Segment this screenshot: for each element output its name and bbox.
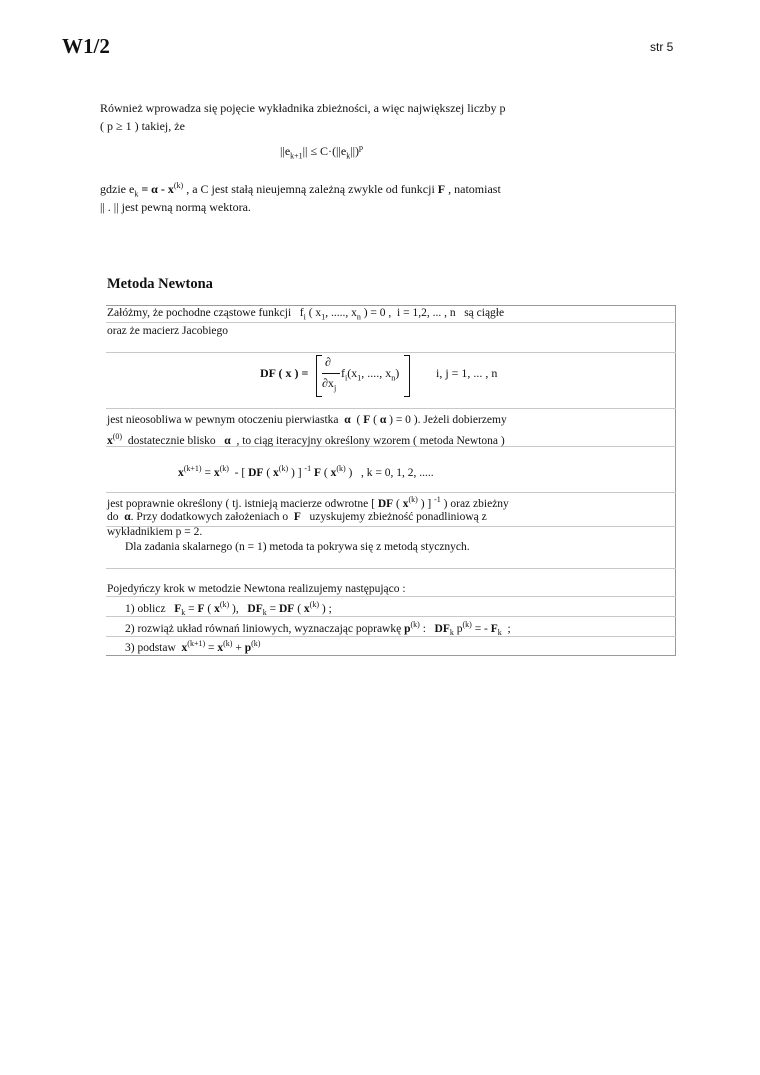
- row3-F: F: [363, 414, 371, 426]
- step1-DF2: DF: [278, 602, 295, 615]
- step1-sup2: (k): [309, 600, 319, 609]
- row4-a: dostatecznie blisko: [127, 434, 216, 447]
- partial-numerator: ∂: [325, 355, 331, 369]
- row5-c: ) oraz zbieżny: [443, 497, 509, 510]
- ineq-e-2: e: [340, 144, 347, 158]
- step1-x: x: [214, 602, 220, 615]
- intro-line-2-open: (: [100, 119, 104, 133]
- step1-x2: x: [303, 602, 310, 615]
- step1-p2: ),: [232, 602, 239, 615]
- row4-alpha: α: [224, 434, 231, 447]
- ineq-le: ≤ C·: [310, 144, 333, 158]
- intro-line-2: [100, 119, 185, 134]
- assumption-line-2: oraz że macierz Jacobiego: [107, 325, 228, 337]
- row1-f: f: [299, 307, 304, 319]
- ineq-e: e: [284, 144, 291, 158]
- fraction-bar: [322, 373, 340, 374]
- box-rule: [106, 408, 676, 409]
- step3-x2: x: [217, 641, 224, 654]
- box-rule: [106, 568, 676, 569]
- step-2: [125, 620, 511, 637]
- ineq-sub-k1: k+1: [290, 151, 303, 161]
- row5-sup: (k): [408, 495, 418, 504]
- step2-F: F: [490, 622, 498, 635]
- iter-p2: ) ]: [290, 466, 302, 479]
- row6-F: F: [293, 511, 301, 523]
- entry-args-a: (x: [347, 366, 358, 380]
- row6-alpha: α: [124, 511, 131, 523]
- assumption-line-1: [107, 307, 504, 321]
- step2-end: ;: [507, 622, 511, 635]
- row5-DF: DF: [377, 497, 394, 510]
- row1-i: i: [303, 312, 306, 322]
- step1-k: k: [181, 608, 186, 618]
- step-1: [125, 600, 332, 617]
- iter-F: F: [313, 466, 321, 479]
- intro-line-2-rest: ) takiej, że: [134, 119, 185, 133]
- step1-a: 1) oblicz: [125, 602, 166, 615]
- denom-dx: ∂x: [322, 376, 334, 390]
- step2-p: p: [404, 622, 411, 635]
- jacobian-bracket-right: [404, 355, 410, 397]
- row1-args-a: ( x: [308, 307, 322, 319]
- convergence-line: [107, 511, 487, 523]
- box-top-border: [106, 305, 676, 306]
- denom-j: j: [333, 383, 337, 393]
- box-rule: [106, 492, 676, 493]
- row6-a: . Przy dodatkowych założeniach o: [130, 511, 289, 523]
- step1-sup: (k): [219, 600, 230, 609]
- box-rule: [106, 596, 676, 597]
- convergence-inequality: [280, 143, 363, 160]
- well-defined-line: [107, 495, 509, 510]
- iter-sup1: (k+1): [183, 464, 202, 473]
- where-end: , natomiast: [448, 182, 501, 196]
- where-e: e: [129, 182, 135, 196]
- step3-eq: =: [208, 641, 215, 654]
- row1-text: Załóżmy, że pochodne cząstowe funkcji: [107, 307, 292, 319]
- page-number: str 5: [650, 40, 674, 54]
- nonsingular-line: [107, 414, 507, 426]
- row3-eq: ) = 0 ). Jeżeli dobierzemy: [389, 414, 507, 426]
- iter-p4: ): [348, 466, 353, 479]
- iter-p3: (: [323, 466, 328, 479]
- iter-range: , k = 0, 1, 2, .....: [361, 466, 434, 479]
- step1-p: (: [207, 602, 212, 615]
- iter-x: x: [178, 466, 184, 479]
- intro-condition: p ≥ 1: [107, 119, 132, 133]
- row5-p: (: [396, 497, 400, 510]
- intro-line-1: Również wprowadza się pojęcie wykładnika zbieżności, a więc największej liczby p: [100, 101, 506, 115]
- jacobian-lhs: DF ( x ) =: [260, 366, 309, 380]
- step2-a: 2) rozwiąż układ równań liniowych, wyznaczając poprawkę: [125, 622, 402, 635]
- row5-a: jest poprawnie określony ( tj. istnieją macierze odwrotne [: [107, 497, 375, 510]
- scalar-case-line: Dla zadania skalarnego (n = 1) metoda ta pokrywa się z metodą stycznych.: [125, 541, 470, 553]
- ineq-sub-k: k: [346, 151, 351, 161]
- iter-p1: (: [266, 466, 271, 479]
- ineq-bars-right: ||: [302, 144, 308, 158]
- row1-range: i = 1,2, ... , n: [397, 307, 456, 319]
- step3-x: x: [181, 641, 188, 654]
- step3-sup: (k+1): [187, 639, 206, 648]
- iter-DF: DF: [248, 466, 264, 479]
- step1-F2: F: [197, 602, 205, 615]
- ineq-exp-p: p: [359, 143, 364, 152]
- row4-sup: (0): [112, 432, 123, 441]
- row4-x: x: [107, 434, 113, 447]
- step-3: [125, 639, 260, 654]
- entry-args-b: , ...., x: [361, 366, 392, 380]
- step2-colon: :: [422, 622, 426, 635]
- step2-DF: DF: [434, 622, 450, 635]
- step3-p: p: [244, 641, 252, 654]
- iter-x4: x: [330, 466, 337, 479]
- iter-x3: x: [273, 466, 279, 479]
- where-x: x: [167, 182, 174, 196]
- partial-denominator: [322, 376, 336, 392]
- step1-F: F: [174, 602, 182, 615]
- row5-x: x: [402, 497, 409, 510]
- step2-p2: p: [456, 622, 463, 635]
- ineq-bars-left: ||: [280, 144, 285, 158]
- row3-alpha2: α: [379, 414, 387, 426]
- step2-sup2: (k): [462, 620, 472, 629]
- steps-intro: Pojedyńczy krok w metodzie Newtona realizujemy następująco :: [107, 583, 406, 595]
- ineq-paren-left: (||: [332, 144, 341, 158]
- box-bottom-border: [106, 655, 676, 656]
- row3-paren: (: [356, 414, 361, 426]
- where-rest: , a C jest stałą nieujemną zależną zwykle od funkcji: [186, 182, 435, 196]
- section-title: Metoda Newtona: [107, 276, 213, 292]
- where-alpha: α: [151, 182, 158, 196]
- where-prefix: gdzie: [100, 182, 126, 196]
- iter-sup3: (k): [278, 464, 289, 473]
- step2-eq: = -: [474, 622, 488, 635]
- row1-args-b: , ....., x: [325, 307, 357, 319]
- step1-k2: k: [262, 608, 267, 618]
- row5-inv: -1: [434, 495, 441, 504]
- step2-k: k: [449, 628, 454, 638]
- row3-paren2: (: [373, 414, 377, 426]
- entry-sub-1: 1: [357, 373, 362, 383]
- intro-norm-line: || . || jest pewną normą wektora.: [100, 200, 251, 214]
- row1-args-c: ) = 0 ,: [363, 307, 392, 319]
- jacobian-range: i, j = 1, ... , n: [436, 366, 498, 380]
- jacobian-entry: [341, 366, 399, 382]
- row4-b: , to ciąg iteracyjny określony wzorem ( metoda Newtona ): [236, 434, 505, 447]
- where-k: k: [134, 189, 139, 199]
- step1-DF: DF: [247, 602, 263, 615]
- entry-i: i: [345, 373, 348, 383]
- row6-do: do: [107, 511, 119, 523]
- entry-f: f: [341, 366, 345, 380]
- row3-a: jest nieosobliwa w pewnym otoczeniu pierwiastka: [107, 414, 339, 426]
- iter-inv: -1: [304, 464, 312, 473]
- exponent-line: wykładnikiem p = 2.: [107, 526, 203, 538]
- row1-end: są ciągłe: [464, 307, 505, 319]
- entry-sub-n: n: [391, 373, 396, 383]
- step1-p3: (: [297, 602, 302, 615]
- newton-iteration-formula: [178, 464, 434, 479]
- box-rule: [106, 322, 676, 323]
- row3-alpha: α: [344, 414, 351, 426]
- iter-eq: =: [204, 466, 211, 479]
- where-eq: =: [141, 182, 149, 196]
- step3-sup3: (k): [251, 639, 261, 648]
- row1-sub-n: n: [356, 312, 361, 322]
- row5-b: ) ]: [420, 497, 432, 510]
- row1-sub-1: 1: [321, 312, 326, 322]
- iter-x2: x: [213, 466, 220, 479]
- entry-args-c: ): [395, 366, 400, 380]
- initial-guess-line: [107, 432, 505, 447]
- intro-where-line: [100, 181, 501, 198]
- step2-k2: k: [497, 628, 502, 638]
- step2-sup: (k): [410, 620, 420, 629]
- step3-a: 3) podstaw: [125, 641, 176, 654]
- document-title: W1/2: [62, 34, 110, 58]
- where-F: F: [437, 182, 446, 196]
- where-sup: (k): [173, 181, 184, 190]
- step1-end: ) ;: [321, 602, 332, 615]
- box-rule: [106, 352, 676, 353]
- step3-sup2: (k): [223, 639, 233, 648]
- step1-eq2: =: [269, 602, 277, 615]
- step3-plus: +: [235, 641, 242, 654]
- iter-minus: - [: [234, 466, 246, 479]
- ineq-paren-right: ||): [350, 144, 360, 158]
- row6-b: uzyskujemy zbieżność ponadliniową z: [309, 511, 487, 523]
- step1-eq: =: [188, 602, 195, 615]
- iter-sup2: (k): [219, 464, 229, 473]
- iter-sup4: (k): [336, 464, 346, 473]
- where-minus: -: [160, 182, 165, 196]
- box-right-border: [675, 305, 676, 655]
